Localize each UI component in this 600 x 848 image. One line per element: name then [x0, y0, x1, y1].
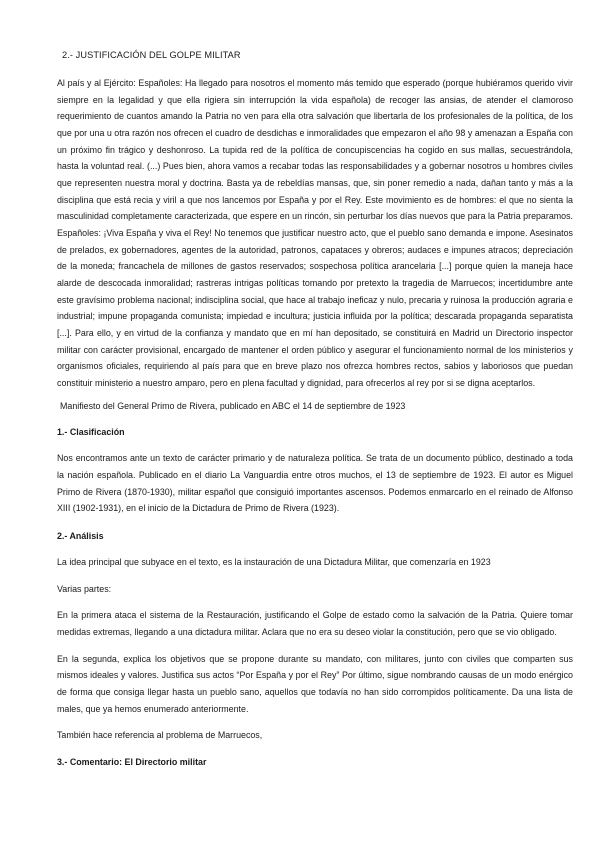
clasificacion-text: Nos encontramos ante un texto de carácter primario y de naturaleza política. Se trata de un documento público, destinado a toda la nación española. Publicado en el diario La Vanguardia entre otros muchos, el 13 de septiembre de 1923. El autor es Miguel Primo de Rivera (1870-1930), militar español que consiguió importantes ascensos. Podemos enmarcarlo en el reinado de Alfonso XIII (1902-1931), en el inicio de la Dictadura de Primo de Rivera (1923). [57, 453, 573, 514]
quote-source: Manifiesto del General Primo de Rivera, publicado en ABC el 14 de septiembre de 1923 [60, 401, 406, 412]
analisis-paragraph-2: Varias partes: [57, 583, 112, 594]
analisis-paragraph-4: En la segunda, explica los objetivos que se propone durante su mandato, con militares, junto con civiles que comparten sus mismos ideales y valores. Justifica sus actos “Por España y por el Rey” Por último, sigue nombrando causas de un modo enérgico de forma que consiga llegar hasta un pueblo sano, aquellos que todavía no han sido corrompidos políticamente. Da una lista de males, que ya hemos enumerado anteriormente. [57, 653, 573, 714]
analisis-paragraph-1: La idea principal que subyace en el texto, es la instauración de una Dictadura Militar, que comenzaría en 1923 [57, 557, 491, 568]
analisis-paragraph-3: En la primera ataca el sistema de la Restauración, justificando el Golpe de estado como la salvación de la Patria. Quiere tomar medidas extremas, llegando a una dictadura militar. Aclara que no era su deseo violar la constitución, pero que se vio obligado. [57, 610, 573, 638]
heading-analisis: 2.- Análisis [57, 531, 104, 542]
heading-comentario: 3.- Comentario: El Directorio militar [57, 757, 207, 767]
document-page [57, 50, 573, 780]
heading-clasificacion: 1.- Clasificación [57, 427, 125, 438]
document-title: 2.- JUSTIFICACIÓN DEL GOLPE MILITAR [62, 50, 241, 60]
analisis-paragraph-5: También hace referencia al problema de Marruecos, [57, 730, 263, 741]
manifesto-quote: Al país y al Ejército: Españoles: Ha llegado para nosotros el momento más temido que esperado (porque hubiéramos querido vivir siempre en la legalidad y que ella rigiera sin interrupción la vida española) de recoger las ansias, de atender el clamoroso requerimiento de cuantos amando la Patria no ven para ella otra salvación que libertarla de los profesionales de la política, de los que por una u otra razón nos ofrecen el cuadro de desdichas e inmoralidades que empezaron el año 98 y amenazan a España con un próximo fin trágico y deshonroso. La tupida red de la política de concupiscencias ha cogido en sus mallas, secuestrándola, hasta la voluntad real. (...) Pues bien, ahora vamos a recabar todas las responsabilidades y a gobernar nosotros u hombres civiles que representen nuestra moral y doctrina. Basta ya de rebeldías mansas, que, sin poner remedio a nada, dañan tanto y más a la disciplina que está recia y viril a que nos lancemos por España y por el Rey. Este movimiento es de hombres: el que no sienta la masculinidad completamente caracterizada, que espere en un rincón, sin perturbar los días nuevos que para la Patria preparamos. Españoles: ¡Viva España y viva el Rey! No tenemos que justificar nuestro acto, que el pueblo sano demanda e impone. Asesinatos de prelados, ex gobernadores, agentes de la autoridad, patronos, capataces y obreros; audaces e impunes atracos; depreciación de la moneda; francachela de millones de gastos reservados; sospechosa política arancelaria [...] porque quien la maneja hace alarde de descocada inmoralidad; rastreras intrigas políticas tomando por pretexto la tragedia de Marruecos; incertidumbre ante este gravísimo problema nacional; indisciplina social, que hace al trabajo ineficaz y nulo, precaria y ruinosa la producción agraria e industrial; impune propaganda comunista; impiedad e incultura; justicia influida por la política; descarada propaganda separatista [...]. Para ello, y en virtud de la confianza y mandato que en mí han depositado, se constituirá en Madrid un Directorio inspector militar con carácter provisional, encargado de mantener el orden público y asegurar el funcionamiento normal de los ministerios y organismos oficiales, requiriendo al país para que en breve plazo nos ofrezca hombres rectos, sabios y laboriosos que puedan constituir ministerio a nuestro amparo, pero en plena facultad y dignidad, para ofrecerlos al rey por si se digna aceptarlos. [57, 78, 573, 388]
